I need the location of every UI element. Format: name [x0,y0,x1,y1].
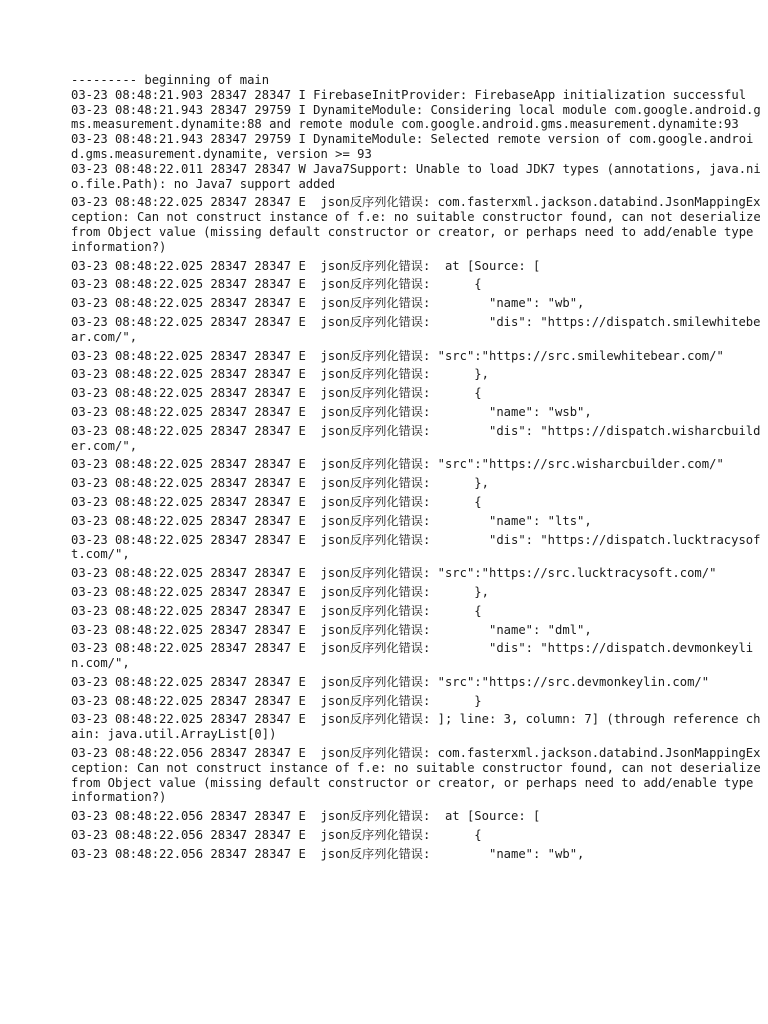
log-line: 03-23 08:48:22.025 28347 28347 E json反序列化错误: "dis": "https://dispatch.lucktracysoft.com/", [71,532,761,562]
log-line: 03-23 08:48:22.025 28347 28347 E json反序列化错误: }, [71,367,489,382]
log-line: 03-23 08:48:22.025 28347 28347 E json反序列化错误: "name": "dml", [71,622,592,637]
log-line: 03-23 08:48:22.025 28347 28347 E json反序列化错误: at [Source: [ [71,258,541,273]
log-line: 03-23 08:48:22.056 28347 28347 E json反序列化错误: { [71,828,482,843]
log-line: 03-23 08:48:22.025 28347 28347 E json反序列化错误: } [71,693,482,708]
log-line: 03-23 08:48:22.025 28347 28347 E json反序列化错误: { [71,277,482,292]
log-line: 03-23 08:48:21.943 28347 29759 I DynamiteModule: Considering local module com.google.android.gms.measurement.dynamite:88 and remote module com.google.android.gms.measurement.dynamite:93 [71,102,761,132]
log-line: 03-23 08:48:22.025 28347 28347 E json反序列化错误: ]; line: 3, column: 7] (through reference chain: java.util.ArrayList[0]) [71,712,761,742]
log-line: 03-23 08:48:22.025 28347 28347 E json反序列化错误: "src":"https://src.devmonkeylin.com/" [71,674,710,689]
log-line: 03-23 08:48:22.056 28347 28347 E json反序列化错误: at [Source: [ [71,809,541,824]
log-line: 03-23 08:48:22.025 28347 28347 E json反序列化错误: { [71,494,482,509]
log-line: 03-23 08:48:22.025 28347 28347 E json反序列化错误: { [71,603,482,618]
log-line: 03-23 08:48:22.025 28347 28347 E json反序列化错误: "dis": "https://dispatch.smilewhitebear.com/", [71,314,761,344]
log-line: 03-23 08:48:22.025 28347 28347 E json反序列化错误: "dis": "https://dispatch.wisharcbuilder.com/", [71,423,761,453]
log-line: 03-23 08:48:22.025 28347 28347 E json反序列化错误: "name": "lts", [71,513,592,528]
log-line: 03-23 08:48:22.025 28347 28347 E json反序列化错误: }, [71,584,489,599]
log-line: 03-23 08:48:22.025 28347 28347 E json反序列化错误: "name": "wb", [71,296,585,311]
logcat-output [71,73,768,866]
log-line: --------- beginning of main [71,73,270,87]
log-line: 03-23 08:48:22.025 28347 28347 E json反序列化错误: "src":"https://src.lucktracysoft.com/" [71,566,717,581]
log-line: 03-23 08:48:22.056 28347 28347 E json反序列化错误: "name": "wb", [71,846,585,861]
log-line: 03-23 08:48:22.025 28347 28347 E json反序列化错误: }, [71,476,489,491]
log-line: 03-23 08:48:21.943 28347 29759 I DynamiteModule: Selected remote version of com.google.android.gms.measurement.dynamite, version >= 93 [71,132,754,161]
log-line: 03-23 08:48:22.025 28347 28347 E json反序列化错误: "src":"https://src.smilewhitebear.com/" [71,348,724,363]
log-line: 03-23 08:48:22.025 28347 28347 E json反序列化错误: { [71,386,482,401]
log-line: 03-23 08:48:22.025 28347 28347 E json反序列化错误: "src":"https://src.wisharcbuilder.com/" [71,457,724,472]
log-line: 03-23 08:48:22.025 28347 28347 E json反序列化错误: "dis": "https://dispatch.devmonkeylin.com/", [71,641,754,671]
log-line: 03-23 08:48:22.011 28347 28347 W Java7Support: Unable to load JDK7 types (annotations, java.nio.file.Path): no Java7 support added [71,161,761,191]
log-line: 03-23 08:48:22.025 28347 28347 E json反序列化错误: "name": "wsb", [71,404,592,419]
log-line: 03-23 08:48:22.056 28347 28347 E json反序列化错误: com.fasterxml.jackson.databind.JsonMappingException: Can not construct instance of f.e: no suitable constructor found, can not deserialize from Object value (missing default constructor or creator, or perhaps need to add/enable type information?) [71,746,768,805]
log-line: 03-23 08:48:22.025 28347 28347 E json反序列化错误: com.fasterxml.jackson.databind.JsonMappingException: Can not construct instance of f.e: no suitable constructor found, can not deserialize from Object value (missing default constructor or creator, or perhaps need to add/enable type information?) [71,195,768,254]
log-line: 03-23 08:48:21.903 28347 28347 I FirebaseInitProvider: FirebaseApp initialization successful [71,87,747,102]
